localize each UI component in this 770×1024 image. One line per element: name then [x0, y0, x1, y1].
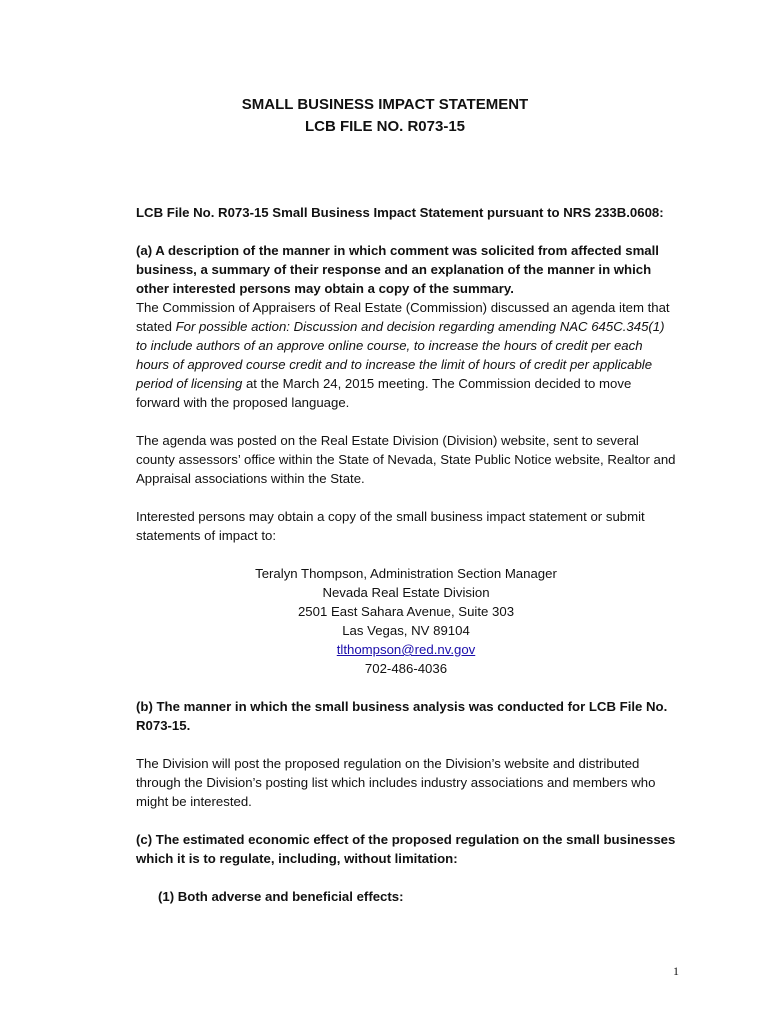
section-a-paragraph-1: [136, 298, 676, 412]
page-number: 1: [673, 964, 679, 978]
contact-name-title: Teralyn Thompson, Administration Section Manager: [255, 566, 557, 581]
document-body: [136, 203, 676, 906]
section-b-paragraph-1: The Division will post the proposed regulation on the Division’s website and distributed through the Division’s posting list which includes industry associations and members who might be interested.: [136, 756, 656, 809]
intro-heading: LCB File No. R073-15 Small Business Impact Statement pursuant to NRS 233B.0608:: [136, 205, 664, 220]
section-b-heading: (b) The manner in which the small business analysis was conducted for LCB File No. R073-15.: [136, 699, 668, 733]
section-c-subitem-1: (1) Both adverse and beneficial effects:: [158, 889, 404, 904]
section-a-paragraph-2: The agenda was posted on the Real Estate Division (Division) website, sent to several county assessors’ office within the State of Nevada, State Public Notice website, Realtor and Appraisal associations within the State.: [136, 433, 676, 486]
section-a-heading: (a) A description of the manner in which comment was solicited from affected small business, a summary of their response and an explanation of the manner in which other interested persons may obtain a copy of the summary.: [136, 243, 659, 296]
contact-phone: 702-486-4036: [364, 661, 448, 676]
contact-org: Nevada Real Estate Division: [322, 585, 490, 600]
section-c-heading: (c) The estimated economic effect of the proposed regulation on the small businesses which it is to regulate, including, without limitation:: [136, 832, 676, 866]
contact-email-link[interactable]: tlthompson@red.nv.gov: [336, 642, 476, 657]
section-a-paragraph-3: Interested persons may obtain a copy of the small business impact statement or submit statements of impact to:: [136, 509, 645, 543]
section-a-p1-start: The Commission of Appraisers of Real Estate (Commission) discussed an agenda item that stated: [136, 300, 670, 334]
contact-street: 2501 East Sahara Avenue, Suite 303: [297, 604, 515, 619]
title-line-1: SMALL BUSINESS IMPACT STATEMENT: [241, 96, 529, 113]
document-title: [0, 94, 770, 138]
section-a-p1-end: at the March 24, 2015 meeting. The Commission decided to move forward with the proposed language.: [136, 376, 632, 410]
contact-block: [136, 564, 676, 678]
section-a-p1-italic: For possible action: Discussion and decision regarding amending NAC 645C.345(1) to include authors of an approve online course, to increase the hours of credit per each hours of approved course credit and to increase the limit of hours of credit per applicable period of licensing: [136, 319, 665, 391]
contact-city: Las Vegas, NV 89104: [342, 623, 470, 638]
title-line-2: LCB FILE NO. R073-15: [304, 118, 466, 135]
